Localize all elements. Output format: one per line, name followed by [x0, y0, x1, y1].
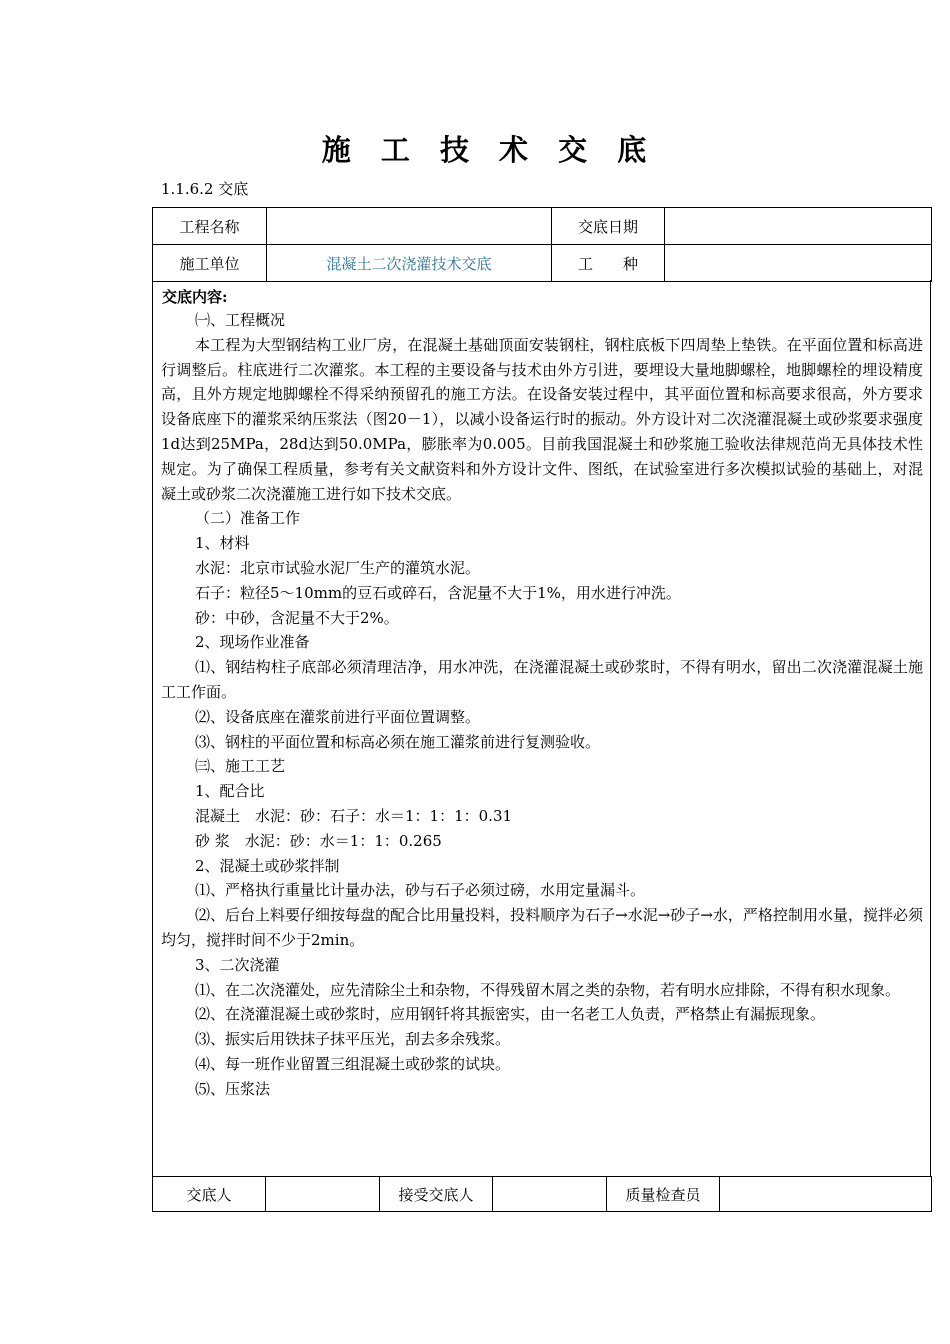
content-line: 混凝土 水泥：砂：石子：水＝1：1：1：0.31: [195, 806, 513, 825]
content-line: 水泥：北京市试验水泥厂生产的灌筑水泥。: [195, 558, 481, 577]
trade-value: [665, 245, 932, 282]
project-name-value: [267, 208, 552, 245]
content-line: 1、配合比: [195, 782, 265, 801]
content-line: ⑶、振实后用铁抹子抹平压光，刮去多余残浆。: [195, 1030, 511, 1049]
receiver-label: 接受交底人: [380, 1177, 493, 1212]
content-line: 1、材料: [195, 534, 250, 553]
content-line: ⑴、严格执行重量比计量办法，砂与石子必须过磅，水用定量漏斗。: [195, 881, 646, 900]
content-line: ⑴、钢结构柱子底部必须清理洁净，用水冲洗，在浇灌混凝土或砂浆时，不得有明水，留出二次浇灌混凝土施工工作面。: [161, 658, 923, 701]
content-label: 交底内容:: [162, 288, 228, 306]
unit-value: 混凝土二次浇灌技术交底: [267, 245, 552, 282]
header-table: [152, 207, 932, 282]
content-box: [152, 280, 931, 1176]
section-number: 1.1.6.2 交底: [161, 180, 249, 198]
project-name-label: 工程名称: [153, 208, 267, 245]
content-line: ⑴、在二次浇灌处，应先清除尘土和杂物，不得残留木屑之类的杂物，若有明水应排除，不得有积水现象。: [195, 980, 901, 999]
content-line: 2、现场作业准备: [195, 633, 310, 652]
inspector-label: 质量检查员: [607, 1177, 720, 1212]
inspector-value: [720, 1177, 932, 1212]
content-line: 砂：中砂，含泥量不大于2%。: [195, 608, 399, 627]
content-paragraph: 本工程为大型钢结构工业厂房，在混凝土基础顶面安装钢柱，钢柱底板下四周垫上垫铁。在平面位置和标高进行调整后。柱底进行二次灌浆。本工程的主要设备与技术由外方引进，要埋设大量地脚螺栓，地脚螺栓的埋设精度高，且外方规定地脚螺栓不得采纳预留孔的施工方法。在设备安装过程中，其平面位置和标高要求很高，外方要求设备底座下的灌浆采纳压浆法（图20－1），以减小设备运行时的振动。外方设计对二次浇灌混凝土或砂浆要求强度1d达到25MPa，28d达到50.0MPa，膨胀率为0.005。目前我国混凝土和砂浆施工验收法律规范尚无具体技术性规定。为了确保工程质量，参考有关文献资料和外方设计文件、图纸，在试验室进行多次模拟试验的基础上，对混凝土或砂浆二次浇灌施工进行如下技术交底。: [161, 335, 923, 503]
content-line: 2、混凝土或砂浆拌制: [195, 856, 340, 875]
discloser-label: 交底人: [153, 1177, 266, 1212]
content-line: ⑶、钢柱的平面位置和标高必须在施工灌浆前进行复测验收。: [195, 732, 601, 751]
date-value: [665, 208, 932, 245]
content-line: ㈢、施工工艺: [195, 757, 286, 776]
content-body: [161, 308, 923, 1102]
header-row-1: [153, 208, 932, 245]
signature-row: [153, 1177, 932, 1212]
content-line: ⑷、每一班作业留置三组混凝土或砂浆的试块。: [195, 1054, 511, 1073]
header-row-2: [153, 245, 932, 282]
content-line: 3、二次浇灌: [195, 955, 280, 974]
content-line: 砂 浆 水泥：砂：水＝1：1：0.265: [195, 831, 442, 850]
trade-label: 工 种: [552, 245, 665, 282]
unit-label: 施工单位: [153, 245, 267, 282]
content-line: ㈠、工程概况: [195, 311, 286, 329]
document-title: 施 工 技 术 交 底: [321, 133, 657, 167]
receiver-value: [493, 1177, 607, 1212]
date-label: 交底日期: [552, 208, 665, 245]
signature-table: [152, 1176, 932, 1212]
content-line: ⑵、设备底座在灌浆前进行平面位置调整。: [195, 707, 481, 726]
content-line: ⑵、后台上料要仔细按每盘的配合比用量投料，投料顺序为石子→水泥→砂子→水，严格控制用水量，搅拌必须均匀，搅拌时间不少于2min。: [161, 906, 923, 949]
discloser-value: [266, 1177, 380, 1212]
content-line: ⑵、在浇灌混凝土或砂浆时，应用钢钎将其振密实，由一名老工人负责，严格禁止有漏振现象。: [195, 1005, 826, 1024]
content-line: （二）准备工作: [195, 509, 301, 528]
content-line: 石子：粒径5～10mm的豆石或碎石，含泥量不大于1%，用水进行冲洗。: [195, 583, 681, 602]
content-line: ⑸、压浆法: [195, 1079, 271, 1098]
